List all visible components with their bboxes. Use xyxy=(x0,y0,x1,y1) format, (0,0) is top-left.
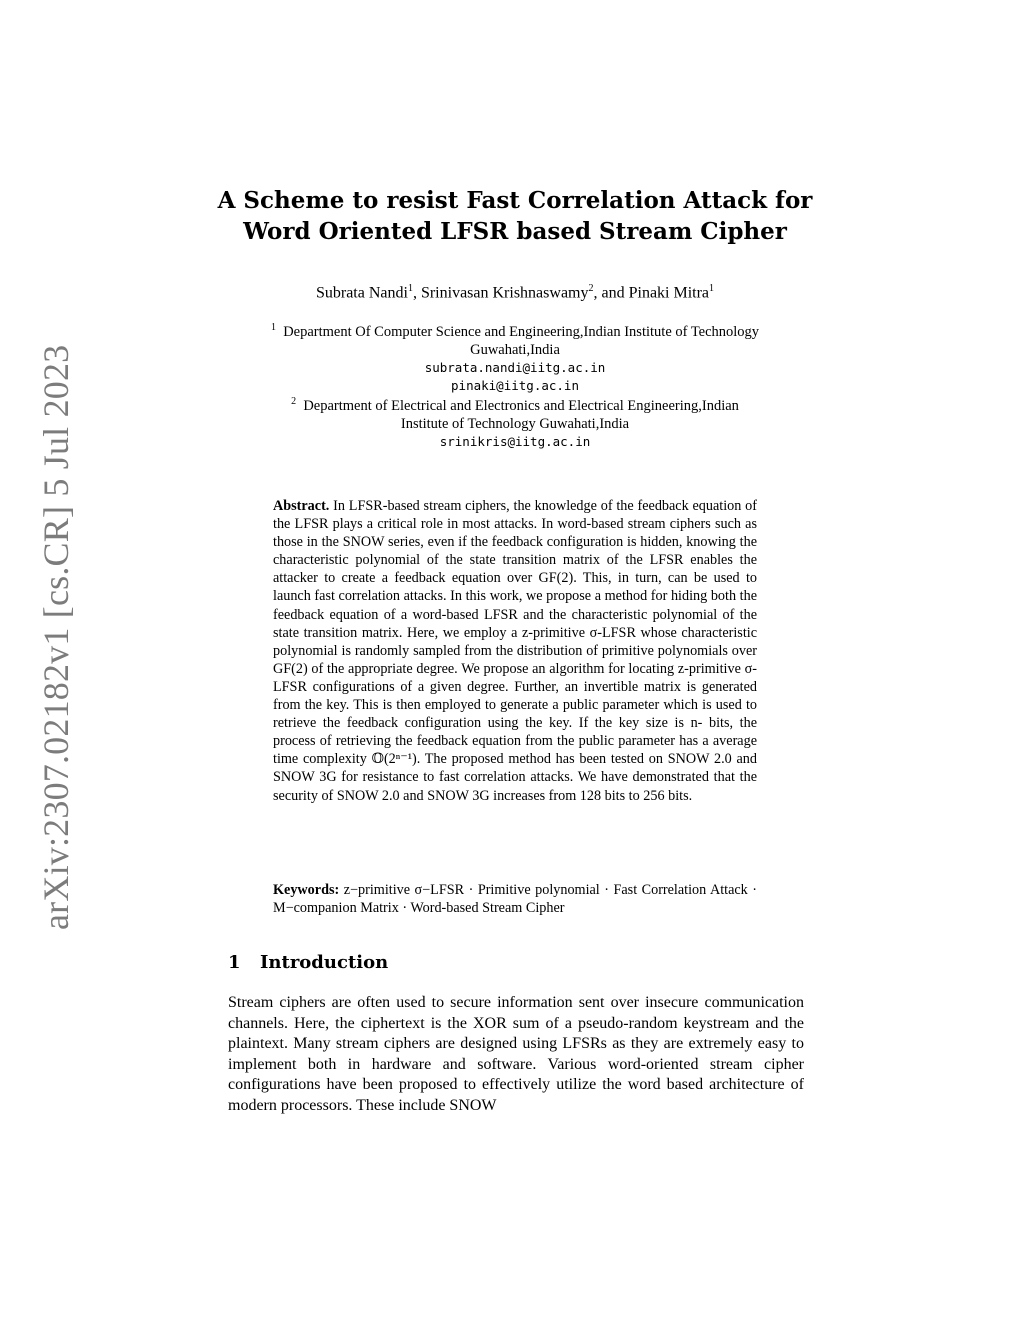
keywords-label: Keywords: xyxy=(273,882,340,898)
affiliation-mark: 2 xyxy=(291,396,297,407)
affiliation-mark: 1 xyxy=(270,322,276,333)
author-list: Subrata Nandi$^1$, Srinivasan Krishnaswamy$^2$, and Pinaki Mitra$^1$ xyxy=(315,283,715,302)
keywords-text: z−primitive σ−LFSR · Primitive polynomial · Fast Correlation Attack · M−companion Matrix · Word-based Stream Cipher xyxy=(273,882,758,917)
author-affil-mark: 1 xyxy=(709,283,715,294)
author-name: Subrata Nandi xyxy=(315,284,408,302)
arxiv-side-stamp: arXiv:2307.02182v1 [cs.CR] 5 Jul 2023 xyxy=(36,344,76,930)
author-name: Pinaki Mitra xyxy=(628,284,710,302)
paper-title xyxy=(200,185,830,247)
abstract-label: Abstract. xyxy=(273,498,330,514)
email-address[interactable]: pinaki@iitg.ac.in xyxy=(451,377,579,393)
affiliation-dept: Department Of Computer Science and Engineering,Indian Institute of Technology xyxy=(283,323,760,340)
author-affil-mark: 1 xyxy=(407,283,413,294)
author-affil-mark: 2 xyxy=(588,283,594,294)
intro-paragraph: Stream ciphers are often used to secure information sent over insecure communication channels. Here, the ciphertext is the XOR sum of a pseudo-random keystream and the plaintext. Many stream ciphers are designed using LFSRs as they are extremely easy to implement both in hardware and software. Various word-oriented stream cipher configurations have been proposed to effectively utilize the word based architecture of modern processors. These include SNOW xyxy=(228,994,804,1114)
abstract-block xyxy=(273,497,757,805)
affiliation-location: Guwahati,India xyxy=(470,341,560,358)
affiliation-2 xyxy=(210,393,820,451)
email-address[interactable]: subrata.nandi@iitg.ac.in xyxy=(424,359,606,375)
title-line-2: Word Oriented LFSR based Stream Cipher xyxy=(243,218,787,245)
affiliation-dept: Department of Electrical and Electronics and Electrical Engineering,Indian xyxy=(303,397,739,414)
section-number: 1 xyxy=(228,952,241,973)
author-name: Srinivasan Krishnaswamy xyxy=(420,284,589,302)
email-address[interactable]: srinikris@iitg.ac.in xyxy=(439,433,591,449)
section-heading xyxy=(228,952,388,973)
affiliation-1 xyxy=(210,319,820,395)
affiliation-location: Institute of Technology Guwahati,India xyxy=(400,415,630,432)
title-line-1: A Scheme to resist Fast Correlation Attack for xyxy=(217,187,813,214)
abstract-text: In LFSR-based stream ciphers, the knowledge of the feedback equation of the LFSR plays a critical role in most attacks. In word-based stream ciphers such as those in the SNOW series, even if the feedback configuration is hidden, knowing the characteristic polynomial of the state transition matrix of the LFSR enables the attacker to create a feedback equation over GF(2). This, in turn, can be used to launch fast correlation attacks. In this work, we propose a method for hiding both the feedback equation of a word-based LFSR and the characteristic polynomial of the state transition matrix. Here, we employ a z-primitive σ-LFSR whose characteristic polynomial is randomly sampled from the distribution of primitive polynomials over GF(2) of the appropriate degree. We propose an algorithm for locating z-primitive σ-LFSR configurations of a given degree. Further, an invertible matrix is generated from the key. This is then employed to generate a public parameter which is used to retrieve the feedback configuration using the key. If the key size is n- bits, the process of retrieving the feedback equation from the public parameter has a average time complexity 𝕆(2ⁿ⁻¹). The proposed method has been tested on SNOW 2.0 and SNOW 3G for resistance to fast correlation attacks. We have demonstrated that the security of SNOW 2.0 and SNOW 3G increases from 128 bits to 256 bits. xyxy=(273,498,757,804)
keywords-block xyxy=(273,881,757,917)
section-title: Introduction xyxy=(260,952,389,973)
